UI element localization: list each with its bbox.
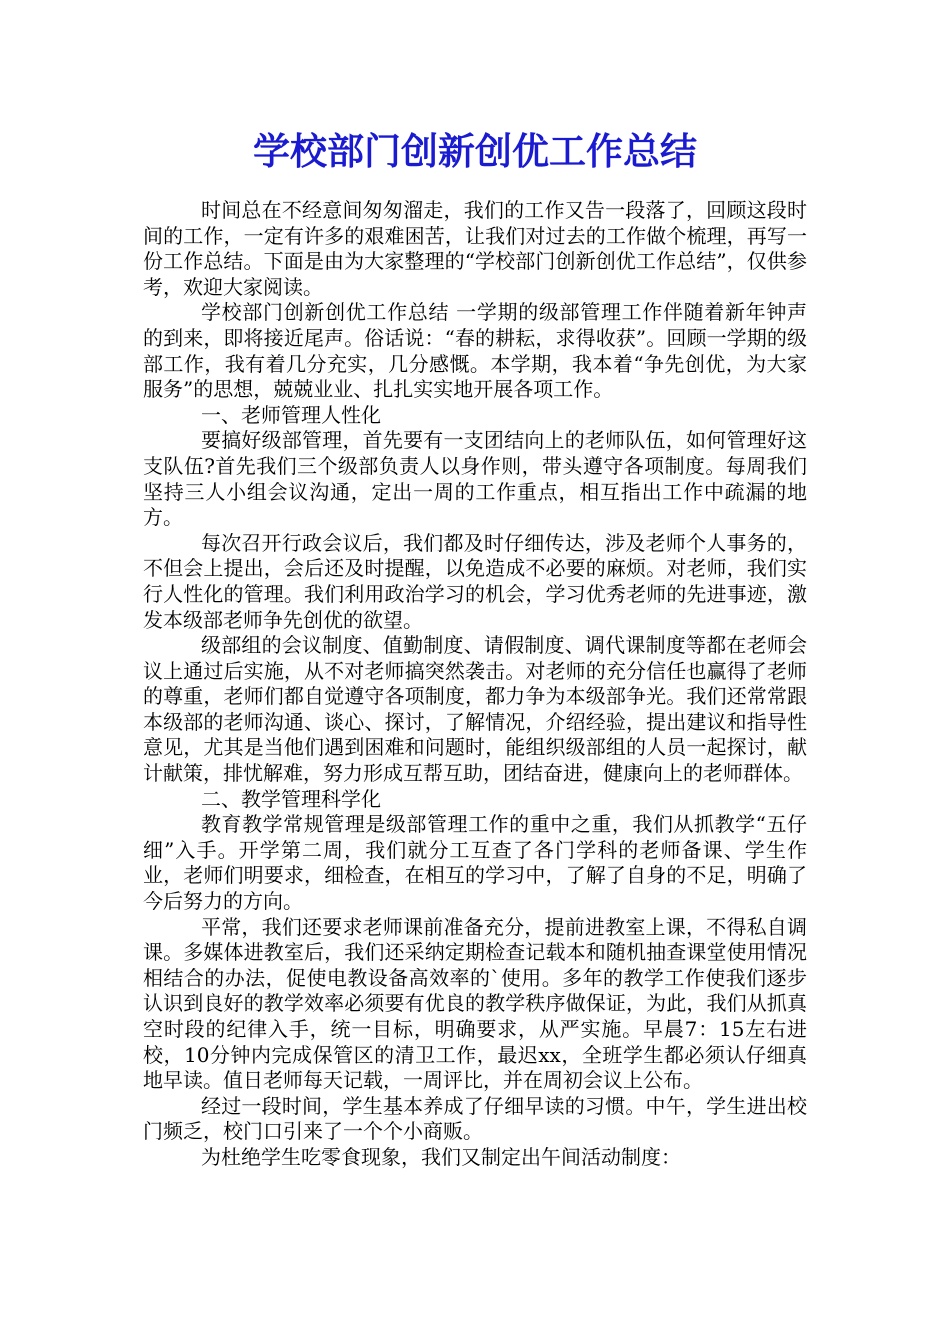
section-heading-teaching-management: 二、教学管理科学化 — [201, 786, 381, 811]
paragraph-intro: 时间总在不经意间匆匆溜走，我们的工作又告一段落了，回顾这段时间的工作，一定有许多的艰难困苦，让我们对过去的工作做个梳理，再写一份工作总结。下面是由为大家整理的“学校部门创新创优工作总结”，仅供参考，欢迎大家阅读。 — [143, 198, 807, 299]
document-title: 学校部门创新创优工作总结 — [253, 129, 697, 173]
paragraph: 平常，我们还要求老师课前准备充分，提前进教室上课，不得私自调课。多媒体进教室后，我们还采纳定期检查记载本和随机抽查课堂使用情况相结合的办法，促使电教设备高效率的`使用。多年的教学工作使我们逐步认识到良好的教学效率必须要有优良的教学秩序做保证，为此，我们从抓真空时段的纪律入手，统一目标，明确要求，从严实施。早晨7：15左右进校，10分钟内完成保管区的清卫工作，最迟xx，全班学生都必须认仔细真地早读。值日老师每天记载，一周评比，并在周初会议上公布。 — [143, 914, 807, 1093]
paragraph: 教育教学常规管理是级部管理工作的重中之重，我们从抓教学“五仔细”入手。开学第二周，我们就分工互查了各门学科的老师备课、学生作业，老师们明要求，细检查，在相互的学习中，了解了自身的不足，明确了今后努力的方向。 — [143, 812, 807, 914]
paragraph: 为杜绝学生吃零食现象，我们又制定出午间活动制度： — [201, 1144, 681, 1169]
paragraph: 经过一段时间，学生基本养成了仔细早读的习惯。中午，学生进出校门频乏，校门口引来了一个个小商贩。 — [143, 1093, 807, 1144]
section-heading-teacher-management: 一、老师管理人性化 — [201, 402, 381, 427]
paragraph: 级部组的会议制度、值勤制度、请假制度、调代课制度等都在老师会议上通过后实施，从不对老师搞突然袭击。对老师的充分信任也赢得了老师的尊重，老师们都自觉遵守各项制度，都力争为本级部争光。我们还常常跟本级部的老师沟通、谈心、探讨，了解情况，介绍经验，提出建议和指导性意见，尤其是当他们遇到困难和问题时，能组织级部组的人员一起探讨，献计献策，排忧解难，努力形成互帮互助，团结奋进，健康向上的老师群体。 — [143, 633, 807, 786]
paragraph: 每次召开行政会议后，我们都及时仔细传达，涉及老师个人事务的，不但会上提出，会后还及时提醒，以免造成不必要的麻烦。对老师，我们实行人性化的管理。我们利用政治学习的机会，学习优秀老师的先进事迹，激发本级部老师争先创优的欲望。 — [143, 530, 807, 632]
paragraph: 要搞好级部管理，首先要有一支团结向上的老师队伍，如何管理好这支队伍?首先我们三个级部负责人以身作则，带头遵守各项制度。每周我们坚持三人小组会议沟通，定出一周的工作重点，相互指出工作中疏漏的地方。 — [143, 428, 807, 530]
document-body — [143, 198, 807, 1171]
paragraph-opening: 学校部门创新创优工作总结 一学期的级部管理工作伴随着新年钟声的到来，即将接近尾声。俗话说：“春的耕耘，求得收获”。回顾一学期的级部工作，我有着几分充实，几分感慨。本学期，我本着“争先创优，为大家服务”的思想，兢兢业业、扎扎实实地开展各项工作。 — [143, 300, 807, 402]
